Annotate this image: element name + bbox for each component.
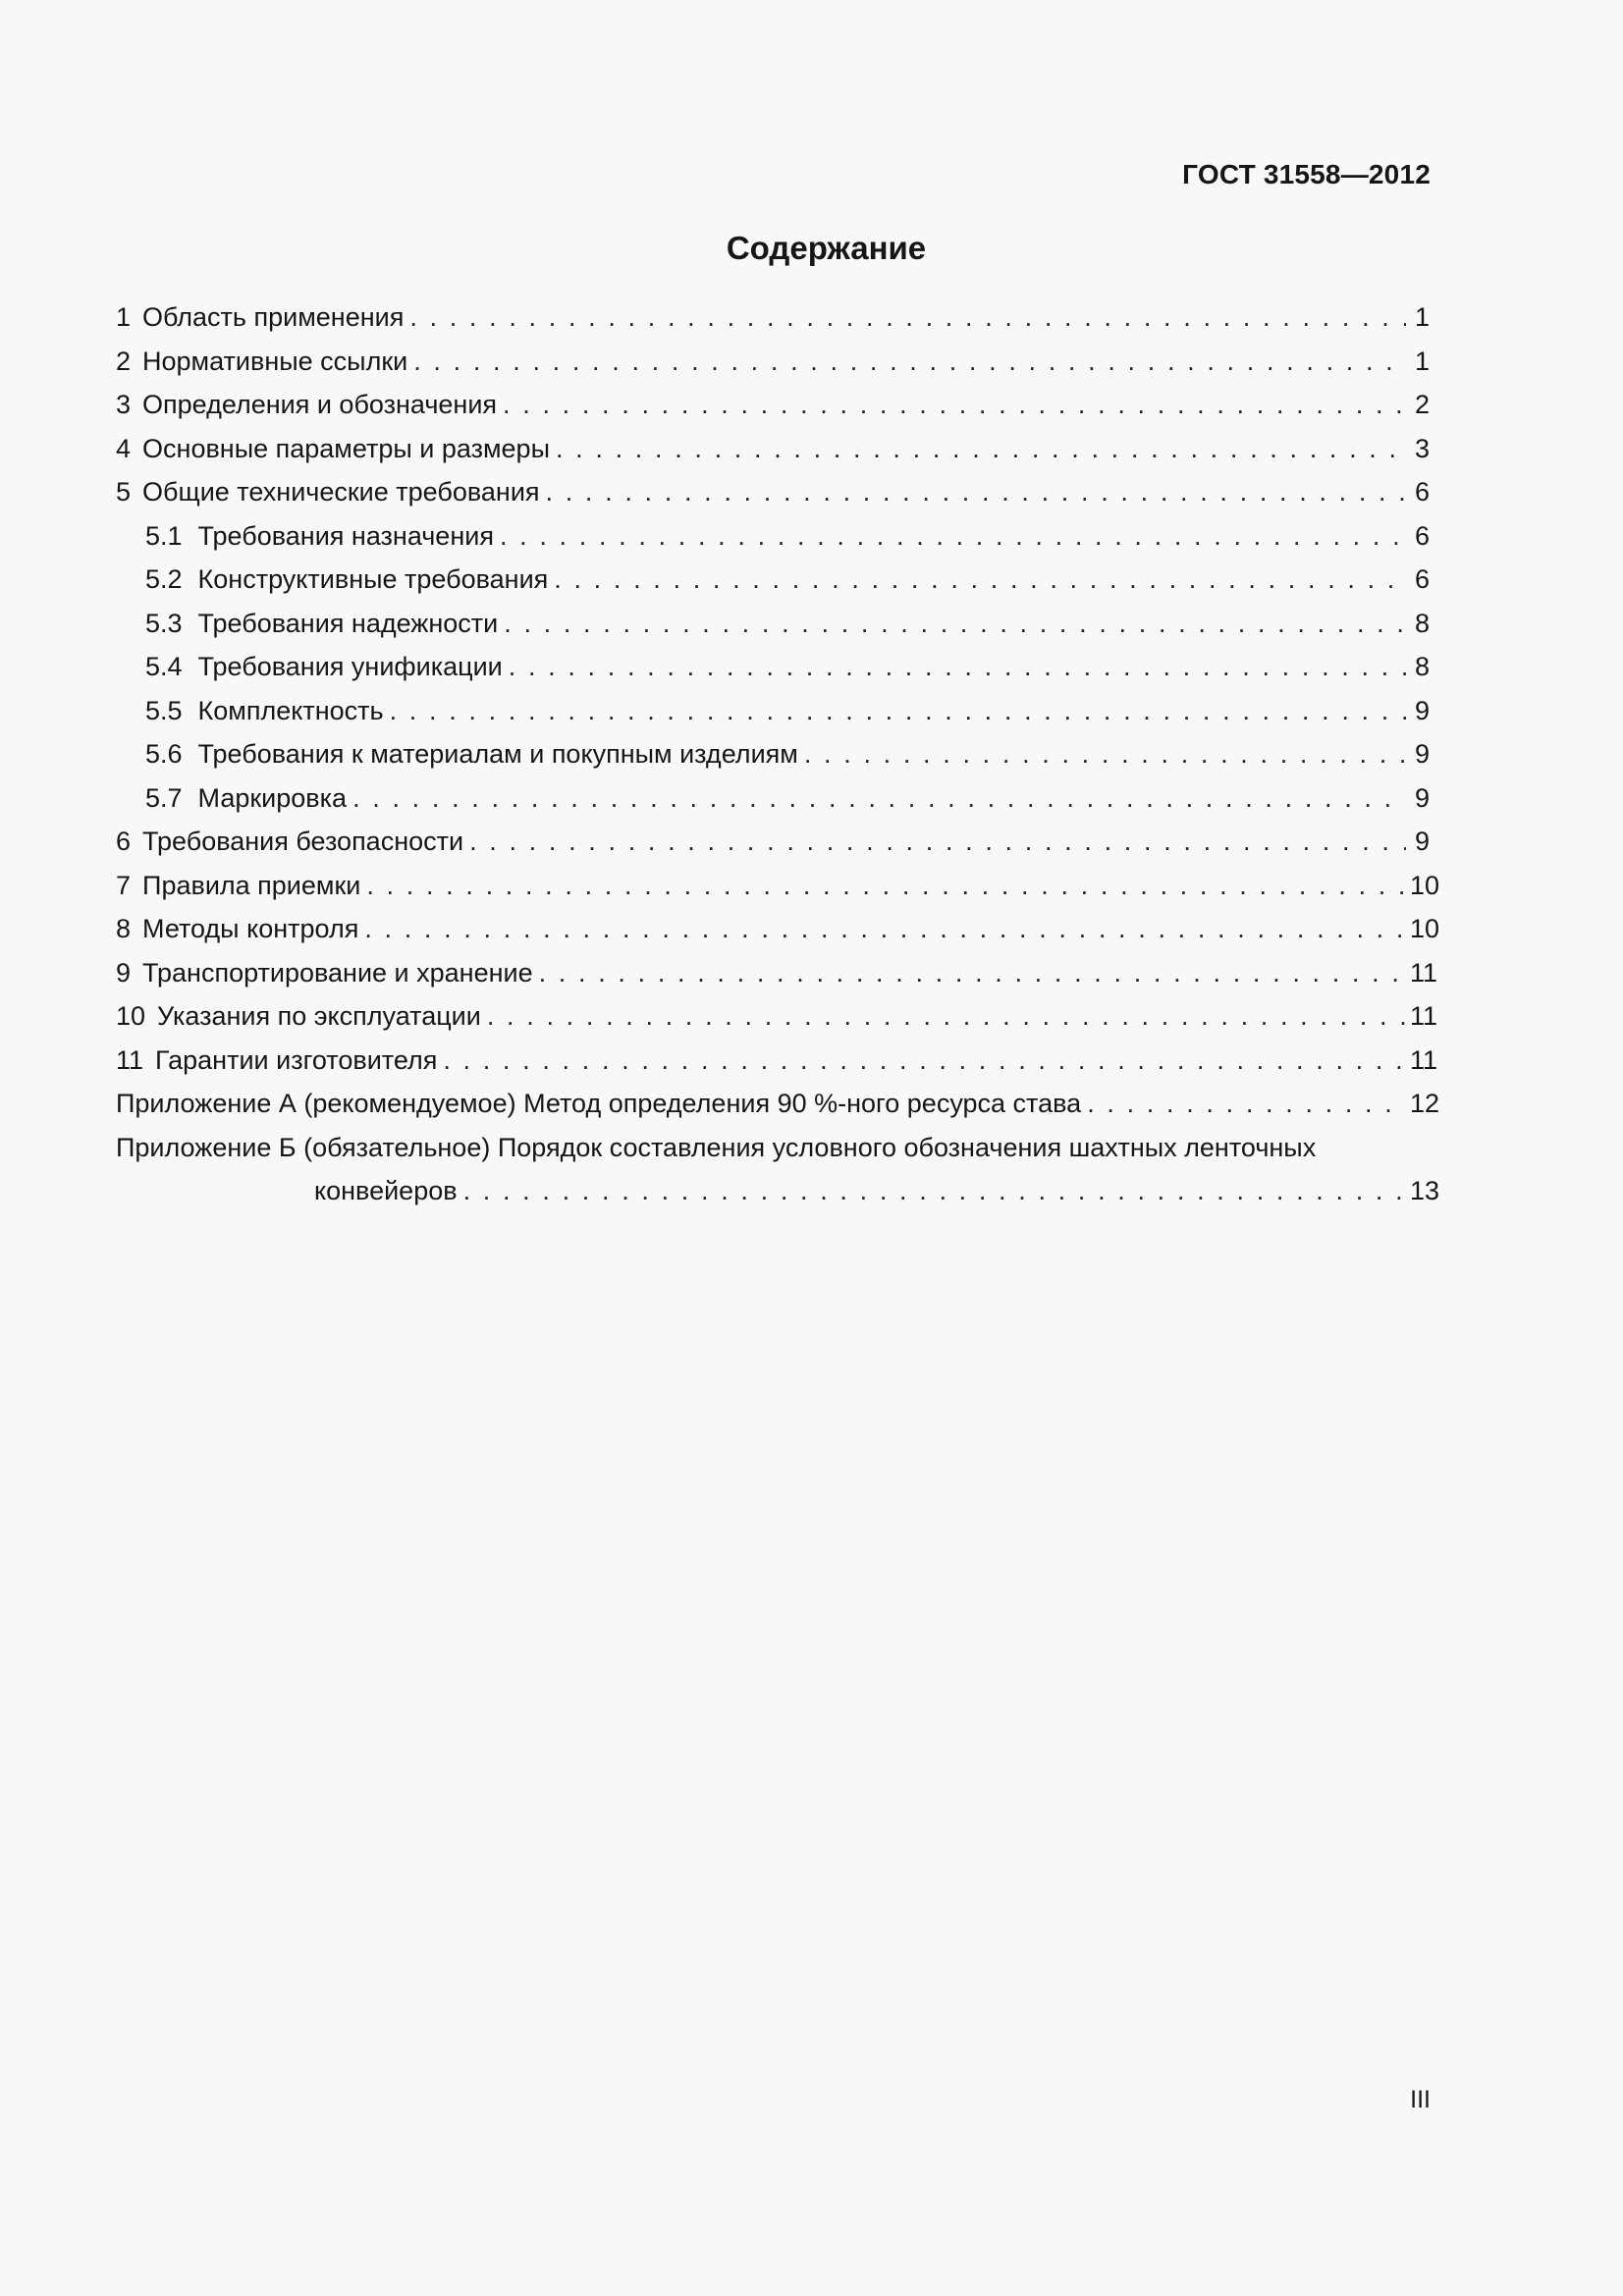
toc-appendix-b[interactable] (116, 1126, 1440, 1213)
toc-appendix-a[interactable] (116, 1082, 1440, 1126)
toc-entry-page: 6 (1414, 520, 1430, 551)
toc-appendix-b-page: 13 (1410, 1176, 1440, 1205)
toc-entry[interactable] (116, 514, 1430, 559)
toc-leader-dots (469, 820, 1406, 864)
toc-entry[interactable] (116, 295, 1430, 340)
table-of-contents (116, 295, 1440, 1213)
toc-entry[interactable] (116, 558, 1430, 602)
toc-entry-label: Требования надежности (197, 608, 499, 638)
toc-entry-label: Комплектность (197, 695, 384, 725)
toc-entry-page: 8 (1414, 652, 1430, 681)
page-number: III (1410, 2086, 1431, 2113)
toc-entry-label: Требования безопасности (142, 827, 464, 856)
toc-entry-number: 5.1 (145, 520, 183, 551)
toc-entry[interactable] (116, 994, 1438, 1039)
toc-entry-number: 5.2 (145, 564, 183, 594)
toc-entry[interactable] (116, 470, 1430, 514)
toc-entry-number: 5.4 (145, 652, 183, 681)
toc-leader-dots (554, 558, 1406, 602)
toc-entry-page: 1 (1414, 346, 1430, 376)
toc-leader-dots (1087, 1082, 1406, 1126)
toc-entry[interactable] (116, 427, 1430, 471)
toc-entry-label: Требования унификации (197, 652, 503, 681)
page-title: Содержание (726, 230, 927, 266)
toc-entry-label: Общие технические требования (142, 477, 540, 507)
toc-entry-number: 1 (116, 302, 132, 332)
toc-entry-page: 10 (1410, 914, 1440, 943)
toc-entry-page: 10 (1410, 870, 1440, 900)
toc-leader-dots (409, 295, 1406, 340)
toc-entry[interactable] (116, 732, 1430, 776)
toc-leader-dots (509, 645, 1406, 689)
toc-entry-page: 11 (1410, 957, 1438, 988)
toc-leader-dots (546, 470, 1406, 514)
toc-entry-page: 9 (1414, 695, 1430, 725)
toc-appendix-a-page: 12 (1410, 1089, 1440, 1118)
toc-entry[interactable] (116, 383, 1430, 427)
toc-entry-label: Определения и обозначения (142, 390, 498, 419)
toc-appendix-b-label-cont: конвейеров (314, 1176, 458, 1205)
toc-entry[interactable] (116, 820, 1430, 864)
toc-leader-dots (463, 1169, 1406, 1213)
toc-leader-dots (539, 951, 1406, 995)
toc-entry-number: 5 (116, 477, 132, 507)
toc-entry-label: Правила приемки (142, 870, 361, 900)
toc-entry-page: 9 (1414, 739, 1430, 769)
toc-entry-page: 9 (1414, 782, 1430, 813)
toc-entry-page: 2 (1414, 390, 1430, 419)
toc-entry[interactable] (116, 907, 1440, 951)
toc-entry-label: Требования назначения (197, 520, 494, 551)
toc-entry-label: Требования к материалам и покупным изделиям (197, 739, 798, 769)
toc-entry-number: 5.7 (145, 782, 183, 813)
toc-leader-dots (366, 864, 1406, 908)
toc-entry-label: Основные параметры и размеры (142, 433, 550, 463)
document-code: ГОСТ 31558—2012 (1182, 159, 1431, 189)
toc-entry[interactable] (116, 1039, 1438, 1083)
toc-entry-page: 6 (1414, 477, 1430, 507)
toc-entry-page: 11 (1410, 1001, 1438, 1031)
toc-entry[interactable] (116, 951, 1438, 995)
toc-leader-dots (804, 732, 1406, 776)
toc-appendix-b-line1: Приложение Б (обязательное) Порядок составления условного обозначения шахтных ленточных (116, 1132, 1317, 1162)
toc-entry-label: Методы контроля (142, 914, 359, 943)
toc-rows (116, 295, 1440, 1082)
toc-entry[interactable] (116, 645, 1430, 689)
toc-appendix-a-label: Приложение А (рекомендуемое) Метод определения 90 %-ного ресурса става (116, 1089, 1082, 1118)
toc-leader-dots (413, 340, 1406, 384)
toc-leader-dots (487, 994, 1406, 1039)
toc-entry-page: 11 (1410, 1044, 1438, 1075)
toc-entry-number: 5.3 (145, 608, 183, 638)
toc-entry-number: 4 (116, 433, 132, 463)
toc-leader-dots (364, 907, 1406, 951)
toc-leader-dots (556, 427, 1406, 471)
toc-entry-label: Нормативные ссылки (142, 346, 408, 376)
toc-entry-label: Маркировка (197, 782, 348, 813)
toc-entry-number: 6 (116, 827, 132, 856)
toc-leader-dots (352, 776, 1406, 821)
toc-entry-number: 9 (116, 957, 132, 988)
toc-entry-number: 11 (116, 1044, 144, 1075)
toc-leader-dots (443, 1039, 1406, 1083)
toc-entry[interactable] (116, 602, 1430, 646)
toc-leader-dots (390, 689, 1406, 733)
toc-entry-number: 10 (116, 1001, 146, 1031)
toc-leader-dots (504, 602, 1406, 646)
toc-appendix-b-line2 (116, 1169, 1440, 1213)
toc-entry-page: 3 (1414, 433, 1430, 463)
toc-entry-page: 9 (1414, 827, 1430, 856)
toc-entry-number: 8 (116, 914, 132, 943)
toc-entry[interactable] (116, 689, 1430, 733)
toc-entry-number: 3 (116, 390, 132, 419)
toc-entry-page: 1 (1414, 302, 1430, 332)
toc-entry-label: Конструктивные требования (197, 564, 549, 594)
toc-entry-label: Область применения (142, 302, 405, 332)
toc-leader-dots (503, 383, 1406, 427)
toc-entry[interactable] (116, 776, 1430, 821)
toc-entry-page: 8 (1414, 608, 1430, 638)
toc-entry-label: Транспортирование и хранение (142, 957, 533, 988)
toc-entry[interactable] (116, 340, 1430, 384)
toc-entry-number: 7 (116, 870, 132, 900)
toc-entry-page: 6 (1414, 564, 1430, 594)
toc-entry-number: 5.6 (145, 739, 183, 769)
toc-entry[interactable] (116, 864, 1440, 908)
toc-entry-number: 5.5 (145, 695, 183, 725)
toc-entry-label: Гарантии изготовителя (155, 1044, 438, 1075)
toc-entry-label: Указания по эксплуатации (157, 1001, 481, 1031)
toc-leader-dots (500, 514, 1406, 559)
toc-entry-number: 2 (116, 346, 132, 376)
